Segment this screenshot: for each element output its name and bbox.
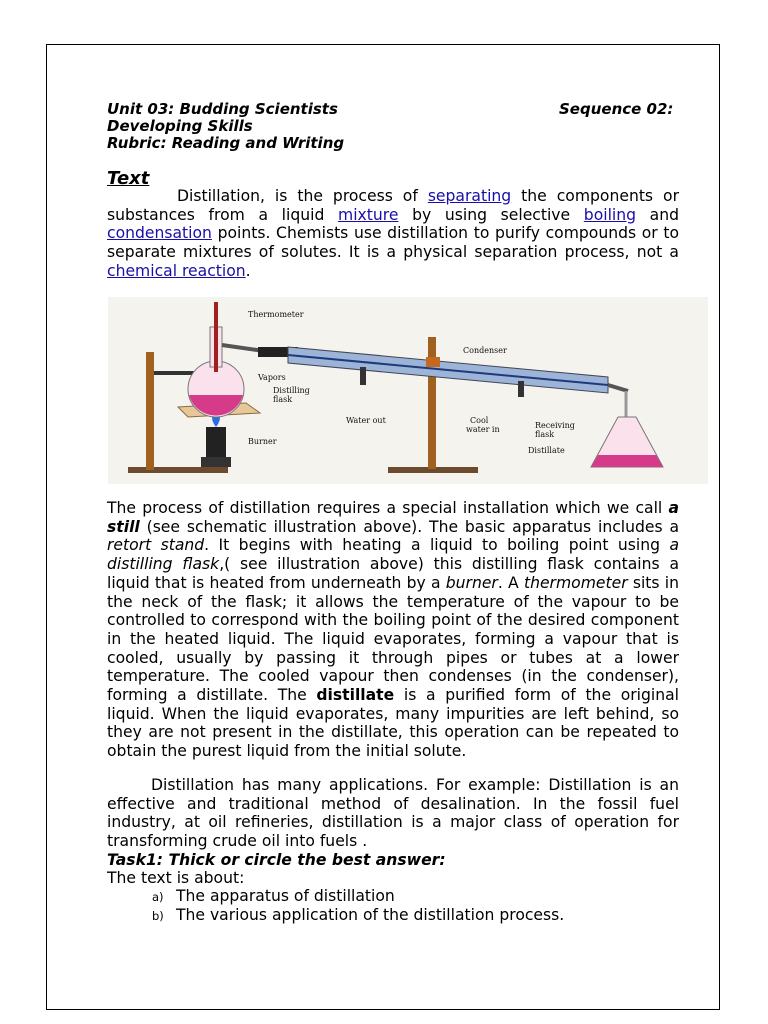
label-receiving-flask-2: flask bbox=[535, 430, 555, 439]
task-title: Task1: Thick or circle the best answer: bbox=[107, 851, 446, 869]
task-question: The text is about: bbox=[107, 869, 245, 887]
rubric-label: Rubric: Reading and Writing bbox=[107, 134, 345, 152]
label-distilling-flask-1: Distilling bbox=[273, 386, 310, 395]
sequence-label: Sequence 02: bbox=[559, 100, 674, 118]
body-paragraph-1: The process of distillation requires a special installation which we call a still (see schematic illustration above). The basic apparatus includes a retort stand. It begins with heating a liquid to boiling point using a distilling flask,( see illustration above) this distilling flask contains a liquid that is heated from underneath by a burner. A thermometer sits in the neck of the flask; it allows the temperature of the vapour to be controlled to correspond with the boiling point of the desired component in the heated liquid. The liquid evaporates, forming a vapour that is cooled, usually by passing it through pipes or tubes at a lower temperature. The cooled vapour then condenses (in the condenser), forming a distillate. The distillate is a purified form of the original liquid. When the liquid evaporates, many impurities are left behind, so they are not present in the distillate, this operation can be repeated to obtain the purest liquid from the initial solute. bbox=[107, 499, 680, 761]
label-burner: Burner bbox=[248, 437, 277, 446]
label-cool-water-2: water in bbox=[466, 425, 500, 434]
option-a[interactable]: a) The apparatus of distillation bbox=[152, 887, 395, 905]
distillation-apparatus-illustration bbox=[108, 297, 708, 484]
option-b[interactable]: b) The various application of the distillation process. bbox=[152, 906, 565, 924]
label-thermometer: Thermometer bbox=[248, 310, 304, 319]
body-paragraph-2: Distillation has many applications. For example: Distillation is an effective and traditional method of desalination. In the fossil fuel industry, at oil refineries, distillation is a major class of operation for transforming crude oil into fuels . bbox=[107, 776, 679, 851]
link-separating[interactable]: separating bbox=[427, 187, 512, 205]
link-mixture[interactable]: mixture bbox=[338, 205, 399, 224]
intro-paragraph: Distillation, is the process of separating the components or substances from a liquid mixture by using selective boiling and condensation points. Chemists use distillation to purify compounds or to separate mixtures of solutes. It is a physical separation process, not a chemical reaction. bbox=[107, 187, 680, 280]
section-title: Text bbox=[107, 168, 150, 189]
label-vapors: Vapors bbox=[258, 373, 286, 382]
unit-title: Unit 03: Budding Scientists bbox=[107, 100, 338, 118]
link-condensation[interactable]: condensation bbox=[107, 224, 212, 243]
label-cool-water-1: Cool bbox=[470, 416, 489, 425]
skills-label: Developing Skills bbox=[107, 117, 253, 135]
label-distilling-flask-2: flask bbox=[273, 395, 293, 404]
label-condenser: Condenser bbox=[463, 346, 507, 355]
label-distillate: Distillate bbox=[528, 446, 565, 455]
label-receiving-flask-1: Receiving bbox=[535, 421, 575, 430]
label-water-out: Water out bbox=[346, 416, 386, 425]
link-boiling[interactable]: boiling bbox=[583, 205, 637, 224]
link-chemical-reaction[interactable]: chemical reaction bbox=[107, 261, 246, 280]
